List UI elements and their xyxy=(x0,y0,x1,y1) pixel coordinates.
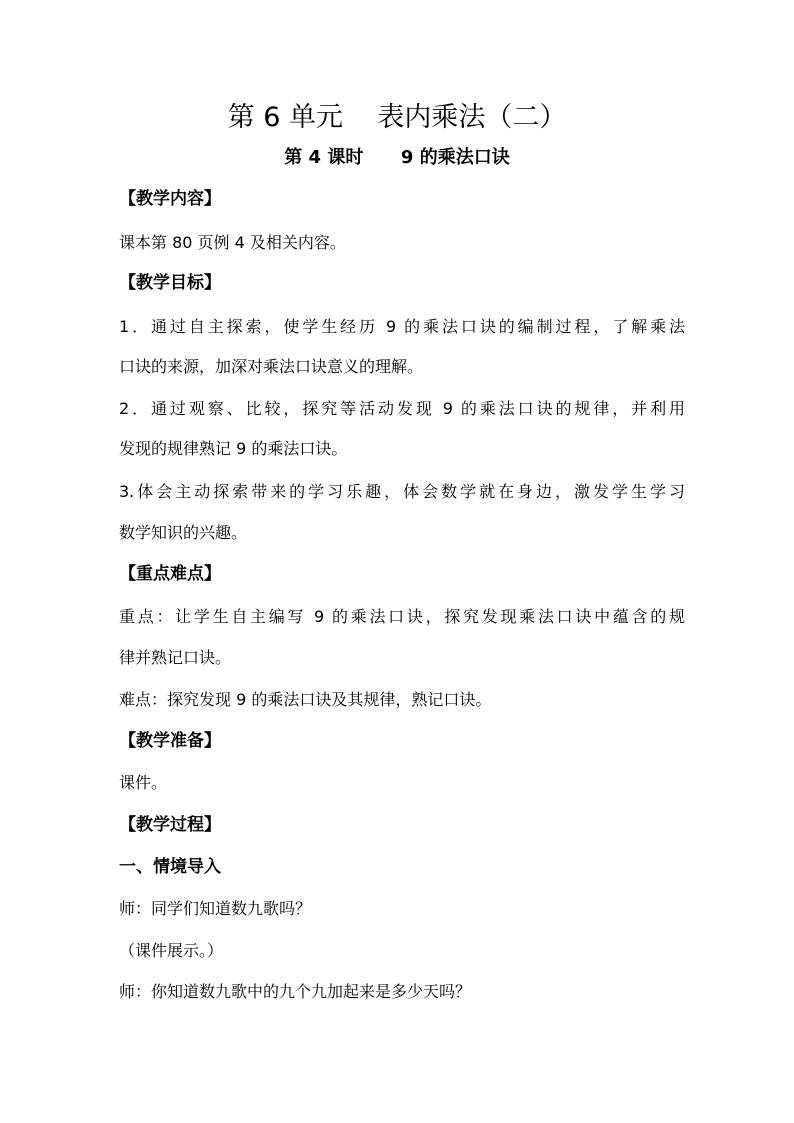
content-text: 课本第 80 页例 4 及相关内容。 xyxy=(119,233,346,252)
goal-1-line-1: 1．通过自主探索，使学生经历 9 的乘法口诀的编制过程，了解乘法 xyxy=(119,317,685,336)
section-heading-content: 【教学内容】 xyxy=(119,189,221,209)
key-point-line-1: 重点：让学生自主编写 9 的乘法口诀，探究发现乘法口诀中蕴含的规 xyxy=(119,607,685,626)
key-point-line-2: 律并熟记口诀。 xyxy=(119,648,232,667)
goal-1-line-2: 口诀的来源，加深对乘法口诀意义的理解。 xyxy=(119,357,424,376)
section-heading-goals: 【教学目标】 xyxy=(119,273,221,293)
part-1-heading: 一、情境导入 xyxy=(119,857,221,877)
goal-2-line-1: 2．通过观察、比较，探究等活动发现 9 的乘法口诀的规律，并利用 xyxy=(119,399,685,418)
goal-3-line-2: 数学知识的兴趣。 xyxy=(119,523,248,542)
section-heading-key-points: 【重点难点】 xyxy=(119,564,221,584)
dialog-line-2: （课件展示。） xyxy=(119,941,224,960)
goal-3-line-1: 3.体会主动探索带来的学习乐趣，体会数学就在身边，激发学生学习 xyxy=(119,482,685,501)
difficulty-line: 难点：探究发现 9 的乘法口诀及其规律，熟记口诀。 xyxy=(119,690,492,709)
lesson-subtitle: 第 4 课时 9 的乘法口诀 xyxy=(284,147,510,168)
dialog-line-3: 师：你知道数九歌中的九个九加起来是多少天吗？ xyxy=(119,982,472,1001)
dialog-line-1: 师：同学们知道数九歌吗？ xyxy=(119,899,312,918)
goal-2-line-2: 发现的规律熟记 9 的乘法口诀。 xyxy=(119,439,348,458)
section-heading-preparation: 【教学准备】 xyxy=(119,731,221,751)
unit-title: 第 6 单元 表内乘法（二） xyxy=(227,102,567,133)
section-heading-process: 【教学过程】 xyxy=(119,815,221,835)
preparation-text: 课件。 xyxy=(119,773,168,792)
